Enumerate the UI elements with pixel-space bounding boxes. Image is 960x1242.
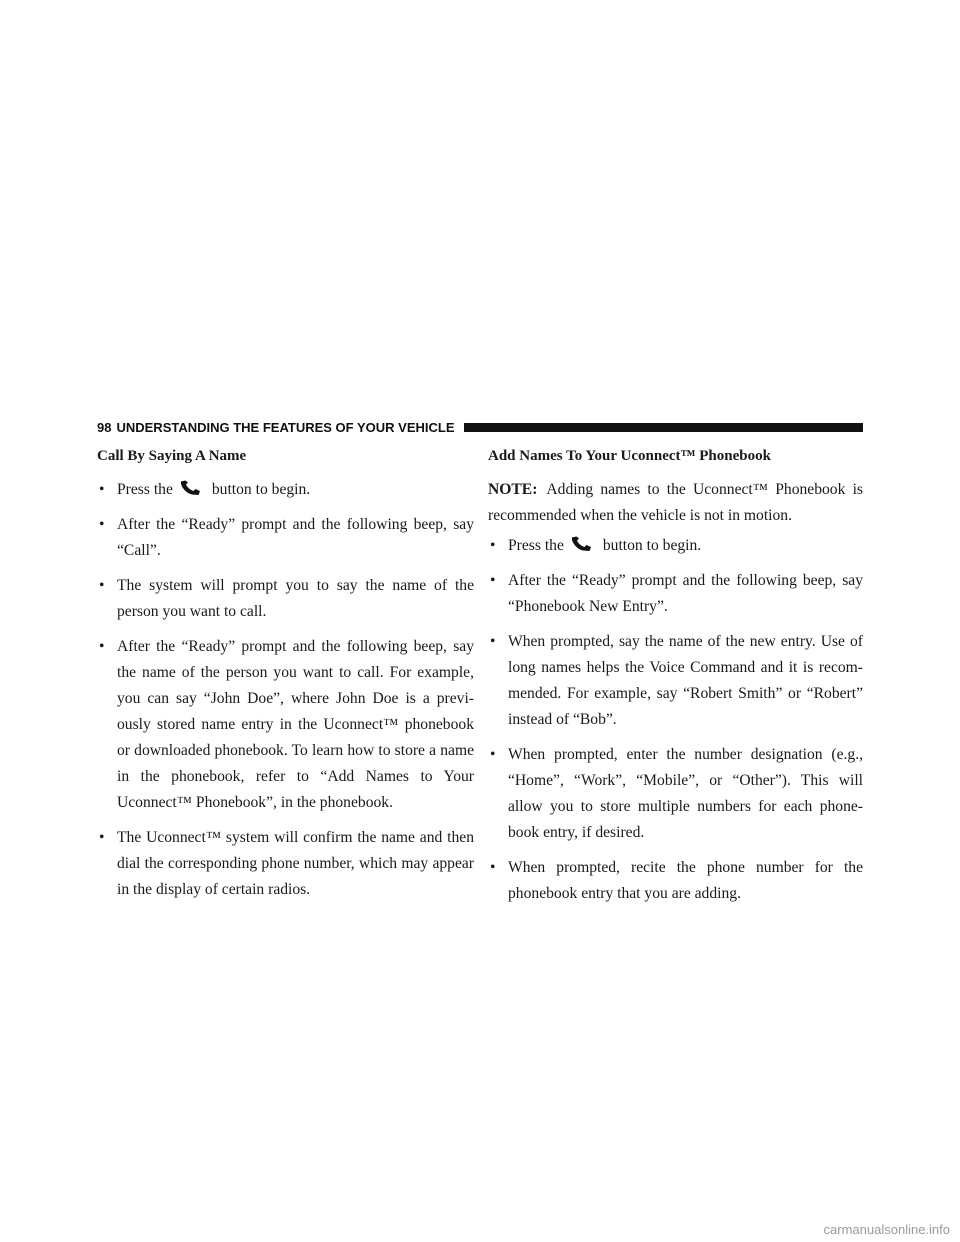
note-text: Adding names to the Uconnect™ Phonebook is recommended when the vehicle is not in motion. xyxy=(488,481,863,524)
phone-handset-icon xyxy=(179,479,201,495)
bullet: • xyxy=(99,481,105,498)
page-header xyxy=(97,418,863,436)
left-heading: Call By Saying A Name xyxy=(97,448,247,464)
right-heading: Add Names To Your Uconnect™ Phonebook xyxy=(488,448,771,464)
bullet-text: After the “Ready” prompt and the following beep, say “Phonebook New Entry”. xyxy=(508,572,863,615)
section-title: UNDERSTANDING THE FEATURES OF YOUR VEHICLE xyxy=(116,419,455,435)
list-item xyxy=(488,855,863,907)
list-item xyxy=(97,477,474,503)
bullet: • xyxy=(490,633,496,650)
bullet: • xyxy=(490,859,496,876)
bullet-text: The system will prompt you to say the name of the person you want to call. xyxy=(117,577,474,620)
note-label: NOTE: xyxy=(488,481,538,498)
list-item xyxy=(97,573,474,625)
bullet-text: When prompted, enter the number designation (e.g., “Home”, “Work”, “Mobile”, or “Other”). This will allow you to store multiple numbers for each phone-book entry, if desired. xyxy=(508,746,863,841)
bullet-text: When prompted, say the name of the new entry. Use of long names helps the Voice Command and it is recom-mended. For example, say “Robert Smith” or “Robert” instead of “Bob”. xyxy=(508,633,863,728)
bullet: • xyxy=(490,746,496,763)
watermark: carmanualsonline.info xyxy=(823,1222,950,1237)
bullet: • xyxy=(99,638,105,655)
list-item xyxy=(97,634,474,816)
list-item xyxy=(488,629,863,733)
bullet-text-after: button to begin. xyxy=(211,481,311,498)
note-paragraph xyxy=(488,477,863,529)
right-bullet-list xyxy=(488,533,863,907)
right-column xyxy=(488,443,863,916)
page-number: 98 xyxy=(97,419,112,435)
bullet-text: After the “Ready” prompt and the following beep, say “Call”. xyxy=(117,516,474,559)
phone-handset-icon xyxy=(570,535,592,551)
header-rule xyxy=(464,423,864,432)
bullet: • xyxy=(490,572,496,589)
bullet: • xyxy=(99,829,105,846)
list-item xyxy=(488,742,863,846)
list-item xyxy=(97,512,474,564)
left-bullet-list xyxy=(97,477,474,903)
bullet: • xyxy=(99,577,105,594)
bullet-text-after: button to begin. xyxy=(602,537,702,554)
bullet: • xyxy=(99,516,105,533)
bullet-text: When prompted, recite the phone number for the phonebook entry that you are adding. xyxy=(508,859,863,902)
list-item xyxy=(488,568,863,620)
list-item xyxy=(488,533,863,559)
bullet-text: The Uconnect™ system will confirm the name and then dial the corresponding phone number, which may appear in the display of certain radios. xyxy=(117,829,474,898)
bullet-text-before: Press the xyxy=(508,537,564,554)
bullet: • xyxy=(490,537,496,554)
bullet-text-before: Press the xyxy=(117,481,173,498)
bullet-text: After the “Ready” prompt and the following beep, say the name of the person you want to call. For example, you can say “John Doe”, where John Doe is a previ-ously stored name entry in the Uconnect™ phonebook or downloaded phonebook. To learn how to store a name in the phonebook, refer to “Add Names to Your Uconnect™ Phonebook”, in the phonebook. xyxy=(117,638,474,811)
left-column xyxy=(97,443,474,912)
list-item xyxy=(97,825,474,903)
